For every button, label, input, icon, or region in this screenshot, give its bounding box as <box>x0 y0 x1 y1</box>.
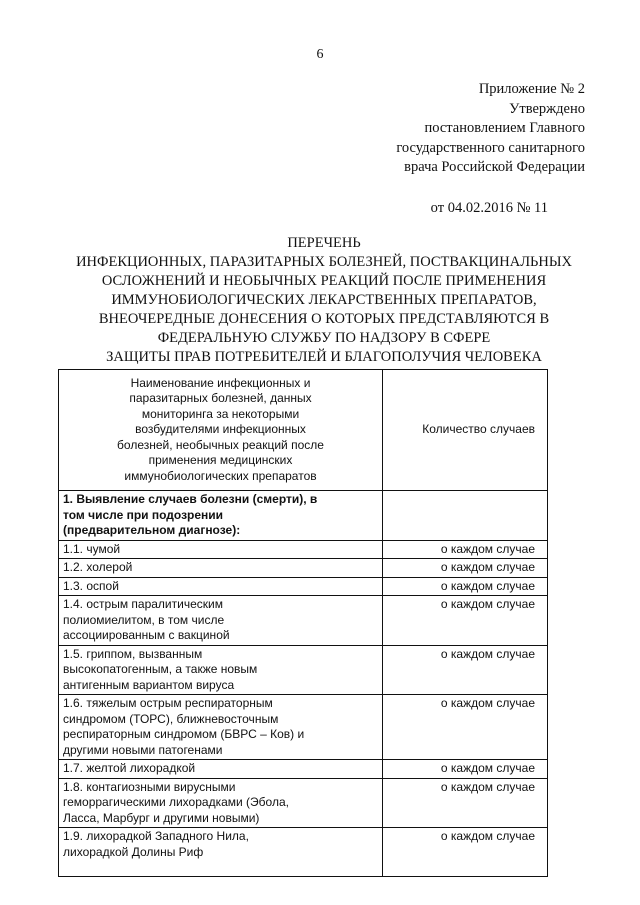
disease-line: 1.7. желтой лихорадкой <box>63 761 196 775</box>
disease-cell <box>59 596 383 646</box>
table-row <box>59 828 548 877</box>
disease-line: 1.5. гриппом, вызванным <box>63 646 203 661</box>
disease-line: 1.6. тяжелым острым респираторным <box>63 696 273 710</box>
disease-line: 1.3. оспой <box>63 578 119 593</box>
title-line: ФЕДЕРАЛЬНУЮ СЛУЖБУ ПО НАДЗОРУ В СФЕРЕ <box>157 330 491 346</box>
header-line: паразитарных болезней, данных <box>129 391 312 406</box>
title-line: ВНЕОЧЕРЕДНЫЕ ДОНЕСЕНИЯ О КОТОРЫХ ПРЕДСТАВЛЯЮТСЯ В <box>98 311 550 327</box>
disease-line: 1.9. лихорадкой Западного Нила, <box>63 829 249 843</box>
title-line: ЗАЩИТЫ ПРАВ ПОТРЕБИТЕЛЕЙ И БЛАГОПОЛУЧИЯ ЧЕЛОВЕКА <box>106 349 542 365</box>
title-line: ОСЛОЖНЕНИЙ И НЕОБЫЧНЫХ РЕАКЦИЙ ПОСЛЕ ПРИМЕНЕНИЯ <box>101 273 547 289</box>
count-cell: о каждом случае <box>383 540 548 559</box>
header-count-cell: Количество случаев <box>383 370 548 491</box>
disease-cell <box>59 577 383 596</box>
disease-line: 1.4. острым паралитическим <box>63 597 223 611</box>
count-cell: о каждом случае <box>383 596 548 646</box>
disease-list-table <box>58 369 548 877</box>
section-title-cell <box>59 491 383 541</box>
section-count-cell <box>383 491 548 541</box>
disease-line: респираторным синдромом (БВРС – Ков) и <box>63 727 305 741</box>
approval-line: Приложение № 2 <box>478 81 585 97</box>
table-row <box>59 695 548 760</box>
disease-line: полиомиелитом, в том числе <box>63 612 225 627</box>
table-row <box>59 645 548 695</box>
header-line: Наименование инфекционных и <box>130 375 311 390</box>
disease-cell <box>59 828 383 877</box>
disease-line: ассоциированным с вакциной <box>63 628 230 642</box>
document-title <box>40 234 608 367</box>
approval-line: Утверждено <box>509 100 585 117</box>
approval-line: врача Российской Федерации <box>404 159 585 175</box>
title-line: ИММУНОБИОЛОГИЧЕСКИХ ЛЕКАРСТВЕННЫХ ПРЕПАРАТОВ, <box>111 292 537 308</box>
disease-line: 1.8. контагиозными вирусными <box>63 779 236 794</box>
header-line: болезней, необычных реакций после <box>117 437 324 452</box>
table-row <box>59 760 548 779</box>
disease-line: антигенным вариантом вируса <box>63 677 235 692</box>
disease-cell <box>59 540 383 559</box>
approval-block <box>396 80 585 178</box>
approval-line: государственного санитарного <box>396 139 585 156</box>
disease-line: высокопатогенным, а также новым <box>63 662 258 676</box>
disease-cell <box>59 778 383 828</box>
disease-cell <box>59 559 383 578</box>
count-cell: о каждом случае <box>383 559 548 578</box>
approval-line: постановлением Главного <box>424 120 585 136</box>
disease-line: другими новыми патогенами <box>63 742 223 757</box>
header-line: возбудителями инфекционных <box>135 422 306 437</box>
count-cell: о каждом случае <box>383 828 548 877</box>
table-row <box>59 540 548 559</box>
count-cell: о каждом случае <box>383 645 548 695</box>
table-row <box>59 559 548 578</box>
disease-cell <box>59 695 383 760</box>
title-line: ИНФЕКЦИОННЫХ, ПАРАЗИТАРНЫХ БОЛЕЗНЕЙ, ПОСТВАКЦИНАЛЬНЫХ <box>76 254 572 270</box>
disease-cell <box>59 645 383 695</box>
header-line: применения медицинских <box>148 453 293 468</box>
header-line: иммунобиологических препаратов <box>124 468 317 483</box>
disease-line: геморрагическими лихорадками (Эбола, <box>63 795 289 809</box>
section-line: том числе при подозрении <box>63 507 224 522</box>
count-cell: о каждом случае <box>383 695 548 760</box>
table-row <box>59 577 548 596</box>
header-name-cell <box>59 370 383 491</box>
count-cell: о каждом случае <box>383 577 548 596</box>
disease-cell <box>59 760 383 779</box>
table-row <box>59 596 548 646</box>
count-cell: о каждом случае <box>383 760 548 779</box>
disease-line: синдромом (ТОРС), ближневосточным <box>63 711 279 726</box>
disease-line: лихорадкой Долины Риф <box>63 844 204 859</box>
table-row <box>59 778 548 828</box>
page-number: 6 <box>316 47 324 62</box>
disease-line: 1.1. чумой <box>63 541 121 556</box>
disease-line: Ласса, Марбург и другими новыми) <box>63 810 260 825</box>
decree-date: от 04.02.2016 № 11 <box>430 200 548 216</box>
title-heading: ПЕРЕЧЕНЬ <box>287 235 361 251</box>
table-header-row <box>59 370 548 491</box>
section-line: 1. Выявление случаев болезни (смерти), в <box>63 492 318 506</box>
disease-line: 1.2. холерой <box>63 560 133 574</box>
section-line: (предварительном диагнозе): <box>63 523 241 537</box>
count-cell: о каждом случае <box>383 778 548 828</box>
header-line: мониторинга за некоторыми <box>141 406 300 421</box>
section-row <box>59 491 548 541</box>
